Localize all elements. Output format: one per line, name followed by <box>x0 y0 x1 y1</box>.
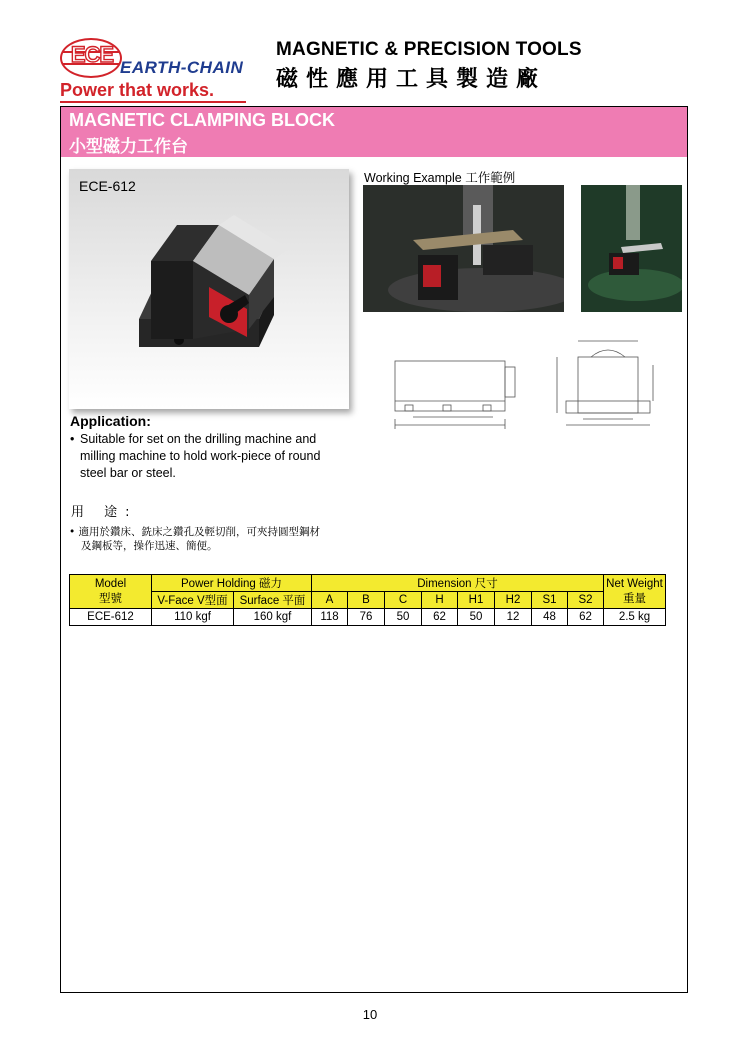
product-title-en: MAGNETIC CLAMPING BLOCK <box>69 110 335 130</box>
header-vface: V-Face V型面 <box>152 592 234 609</box>
header-net-weight <box>604 575 666 609</box>
application-line <box>70 431 360 448</box>
brand-name: EARTH-CHAIN <box>120 58 244 77</box>
product-title-zh: 小型磁力工作台 <box>69 137 188 157</box>
cell-dim-h1: 50 <box>458 609 495 626</box>
working-example-photo-mill <box>581 185 682 312</box>
cell-dim-h: 62 <box>422 609 458 626</box>
tagline-underline <box>60 101 246 103</box>
header-model <box>70 575 152 609</box>
usage-text-zh <box>69 525 369 553</box>
table-row <box>70 609 666 626</box>
cell-weight: 2.5 kg <box>604 609 666 626</box>
header-title-en: MAGNETIC & PRECISION TOOLS <box>276 39 582 60</box>
header-model-en: Model <box>94 577 127 590</box>
cell-dim-s1: 48 <box>532 609 568 626</box>
logo-letters: ECE <box>70 42 114 67</box>
product-banner <box>61 107 687 157</box>
header-dim-b: B <box>348 592 385 609</box>
header-dimension: Dimension 尺寸 <box>312 575 604 592</box>
header-model-zh: 型號 <box>99 592 122 605</box>
working-example-photo-drill <box>363 185 564 312</box>
application-line-2: milling machine to hold work-piece of round <box>80 449 321 463</box>
usage-line-1: • 適用於鑽床、銑床之鑽孔及輕切削，可夾持圓型鋼材 <box>69 526 321 538</box>
spec-table <box>69 574 666 626</box>
model-label: ECE-612 <box>79 178 136 194</box>
cell-vface: 110 kgf <box>152 609 234 626</box>
company-logo <box>60 38 260 102</box>
drill-scene-illustration <box>363 185 564 312</box>
clamping-block-illustration <box>69 169 349 409</box>
header-dim-h2: H2 <box>495 592 532 609</box>
usage-line-2: 及鋼板等，操作迅速、簡便。 <box>81 540 218 552</box>
header-dim-s2: S2 <box>568 592 604 609</box>
bullet: • <box>70 432 75 446</box>
cell-dim-h2: 12 <box>495 609 532 626</box>
application-line-1: Suitable for set on the drilling machine and <box>80 432 317 446</box>
mill-scene-illustration <box>581 185 682 312</box>
page-number: 10 <box>362 1007 378 1022</box>
working-example-label: Working Example 工作範例 <box>364 171 516 185</box>
content-frame <box>60 106 688 993</box>
application-title: Application: <box>70 413 151 429</box>
cell-dim-b: 76 <box>348 609 385 626</box>
header-dim-a: A <box>312 592 348 609</box>
header-title-zh: 磁性應用工具製造廠 <box>276 67 547 92</box>
header-dim-c: C <box>385 592 422 609</box>
header-dim-s1: S1 <box>532 592 568 609</box>
header-dim-h1: H1 <box>458 592 495 609</box>
header-surface: Surface 平面 <box>234 592 312 609</box>
header-weight-en: Net Weight <box>606 577 663 590</box>
product-photo <box>69 169 349 409</box>
application-text <box>70 431 360 482</box>
cell-model: ECE-612 <box>70 609 152 626</box>
header-power-holding: Power Holding 磁力 <box>152 575 312 592</box>
dimension-drawing <box>383 329 683 449</box>
cell-dim-a: 118 <box>312 609 348 626</box>
brand-tagline: Power that works. <box>60 80 215 100</box>
cell-dim-c: 50 <box>385 609 422 626</box>
header-weight-zh: 重量 <box>623 592 646 605</box>
header-dim-h: H <box>422 592 458 609</box>
usage-title-zh: 用 途: <box>71 505 138 520</box>
cell-dim-s2: 62 <box>568 609 604 626</box>
cell-surface: 160 kgf <box>234 609 312 626</box>
application-line-3: steel bar or steel. <box>80 466 176 480</box>
